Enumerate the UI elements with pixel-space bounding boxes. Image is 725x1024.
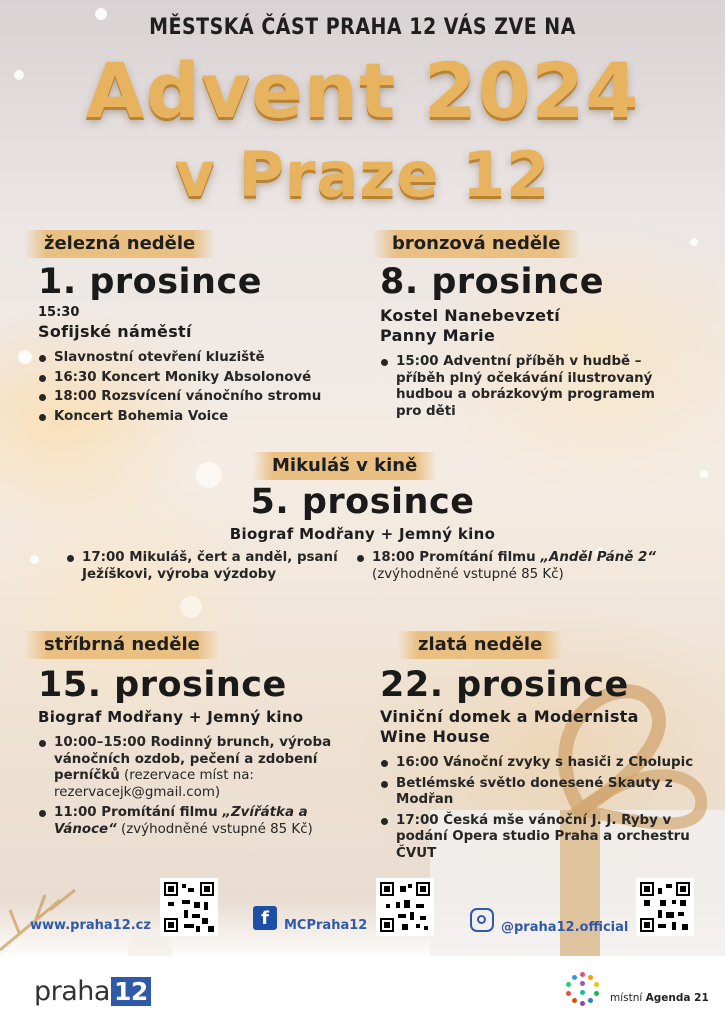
event-place-second-line1: Kostel Nanebevzetí bbox=[380, 306, 561, 325]
event-date-fourth: 22. prosince bbox=[380, 665, 629, 705]
qr-code-instagram[interactable] bbox=[636, 878, 694, 936]
event-date-first: 1. prosince bbox=[38, 262, 262, 302]
qr-code-facebook[interactable] bbox=[376, 878, 434, 936]
instagram-icon[interactable] bbox=[470, 908, 494, 932]
event-list-first bbox=[38, 350, 368, 425]
snowflake bbox=[18, 350, 32, 364]
event-date-second: 8. prosince bbox=[380, 262, 604, 302]
event-list-fourth bbox=[380, 755, 700, 862]
main-title: Advent 2024 bbox=[85, 46, 640, 135]
event-place-second-line2: Panny Marie bbox=[380, 326, 496, 345]
list-item-main: 10:00–15:00 Rodinný brunch, výroba vánočních ozdob, pečení a zdobení perníčků bbox=[54, 735, 332, 783]
event-label-silver-sunday: stříbrná neděle bbox=[24, 631, 220, 659]
instagram-link[interactable]: @praha12.official bbox=[501, 920, 629, 935]
event-label-mikulas: Mikuláš v kině bbox=[252, 452, 437, 480]
event-place-mikulas: Biograf Modřany + Jemný kino bbox=[229, 525, 496, 543]
event-place-fourth-line1: Viniční domek a Modernista bbox=[380, 707, 639, 726]
list-item: 17:00 Česká mše vánoční J. J. Ryby v podání Opera studio Praha a orchestru ČVUT bbox=[380, 813, 700, 863]
list-item: Koncert Bohemia Voice bbox=[38, 409, 368, 426]
event-list-mikulas-right bbox=[356, 550, 686, 583]
agenda21-label bbox=[610, 992, 709, 1004]
list-item: 16:00 Vánoční zvyky s hasiči z Cholupic bbox=[380, 755, 700, 772]
website-link[interactable]: www.praha12.cz bbox=[30, 918, 151, 933]
event-label-first-sunday: železná neděle bbox=[24, 230, 215, 258]
reservation-note: (rezervace míst na: rezervacejk@gmail.com) bbox=[54, 768, 254, 800]
list-item bbox=[356, 550, 686, 583]
facebook-link[interactable]: MCPraha12 bbox=[284, 918, 368, 933]
praha12-logo bbox=[34, 976, 151, 1007]
event-list-third bbox=[38, 735, 348, 838]
list-item: 16:30 Koncert Moniky Absolonové bbox=[38, 370, 368, 387]
event-date-third: 15. prosince bbox=[38, 665, 287, 705]
facebook-icon[interactable]: f bbox=[253, 906, 277, 930]
film-title: „Anděl Páně 2“ bbox=[540, 550, 656, 565]
snowflake bbox=[700, 470, 708, 478]
list-item: 17:00 Mikuláš, čert a anděl, psaní Ježíškovi, výroba výzdoby bbox=[66, 550, 346, 583]
list-item-main: 11:00 Promítání filmu bbox=[54, 805, 223, 820]
invitation-line: MĚSTSKÁ ČÁST PRAHA 12 VÁS ZVE NA bbox=[149, 14, 576, 40]
list-item: 15:00 Adventní příběh v hudbě – příběh plný očekávání ilustrovaný hudbou a obrázkovým programem pro děti bbox=[380, 354, 680, 420]
agenda-prefix: místní bbox=[610, 992, 646, 1004]
qr-code-web[interactable] bbox=[160, 878, 218, 936]
event-place-third: Biograf Modřany + Jemný kino bbox=[38, 708, 304, 726]
logo-text: praha bbox=[34, 976, 110, 1007]
snowflake bbox=[690, 238, 698, 246]
list-item-main: 18:00 Promítání filmu bbox=[372, 550, 541, 565]
event-place-fourth-line2: Wine House bbox=[380, 727, 491, 746]
price-note: (zvýhodněné vstupné 85 Kč) bbox=[372, 566, 564, 582]
list-item bbox=[38, 805, 348, 838]
event-place-first: Sofijské náměstí bbox=[38, 322, 192, 341]
snowflake bbox=[30, 555, 39, 564]
event-label-bronze-sunday: bronzová neděle bbox=[372, 230, 580, 258]
event-time-first: 15:30 bbox=[38, 305, 80, 320]
list-item bbox=[38, 735, 348, 801]
event-label-golden-sunday: zlatá neděle bbox=[398, 631, 562, 659]
event-list-mikulas-left bbox=[66, 550, 346, 583]
list-item: Betlémské světlo donesené Skauty z Modřan bbox=[380, 776, 700, 809]
event-date-mikulas: 5. prosince bbox=[250, 482, 475, 522]
logo-number: 12 bbox=[111, 977, 151, 1006]
film-title: „Zvířátka a Vánoce“ bbox=[54, 805, 308, 837]
agenda-name: Agenda 21 bbox=[645, 992, 709, 1004]
agenda21-logo-icon bbox=[566, 972, 602, 1008]
main-subtitle: v Praze 12 bbox=[174, 138, 551, 211]
list-item: 18:00 Rozsvícení vánočního stromu bbox=[38, 389, 368, 406]
event-list-second bbox=[380, 354, 680, 420]
list-item: Slavnostní otevření kluziště bbox=[38, 350, 368, 367]
price-note: (zvýhodněné vstupné 85 Kč) bbox=[116, 821, 313, 837]
snowflake bbox=[180, 596, 202, 618]
